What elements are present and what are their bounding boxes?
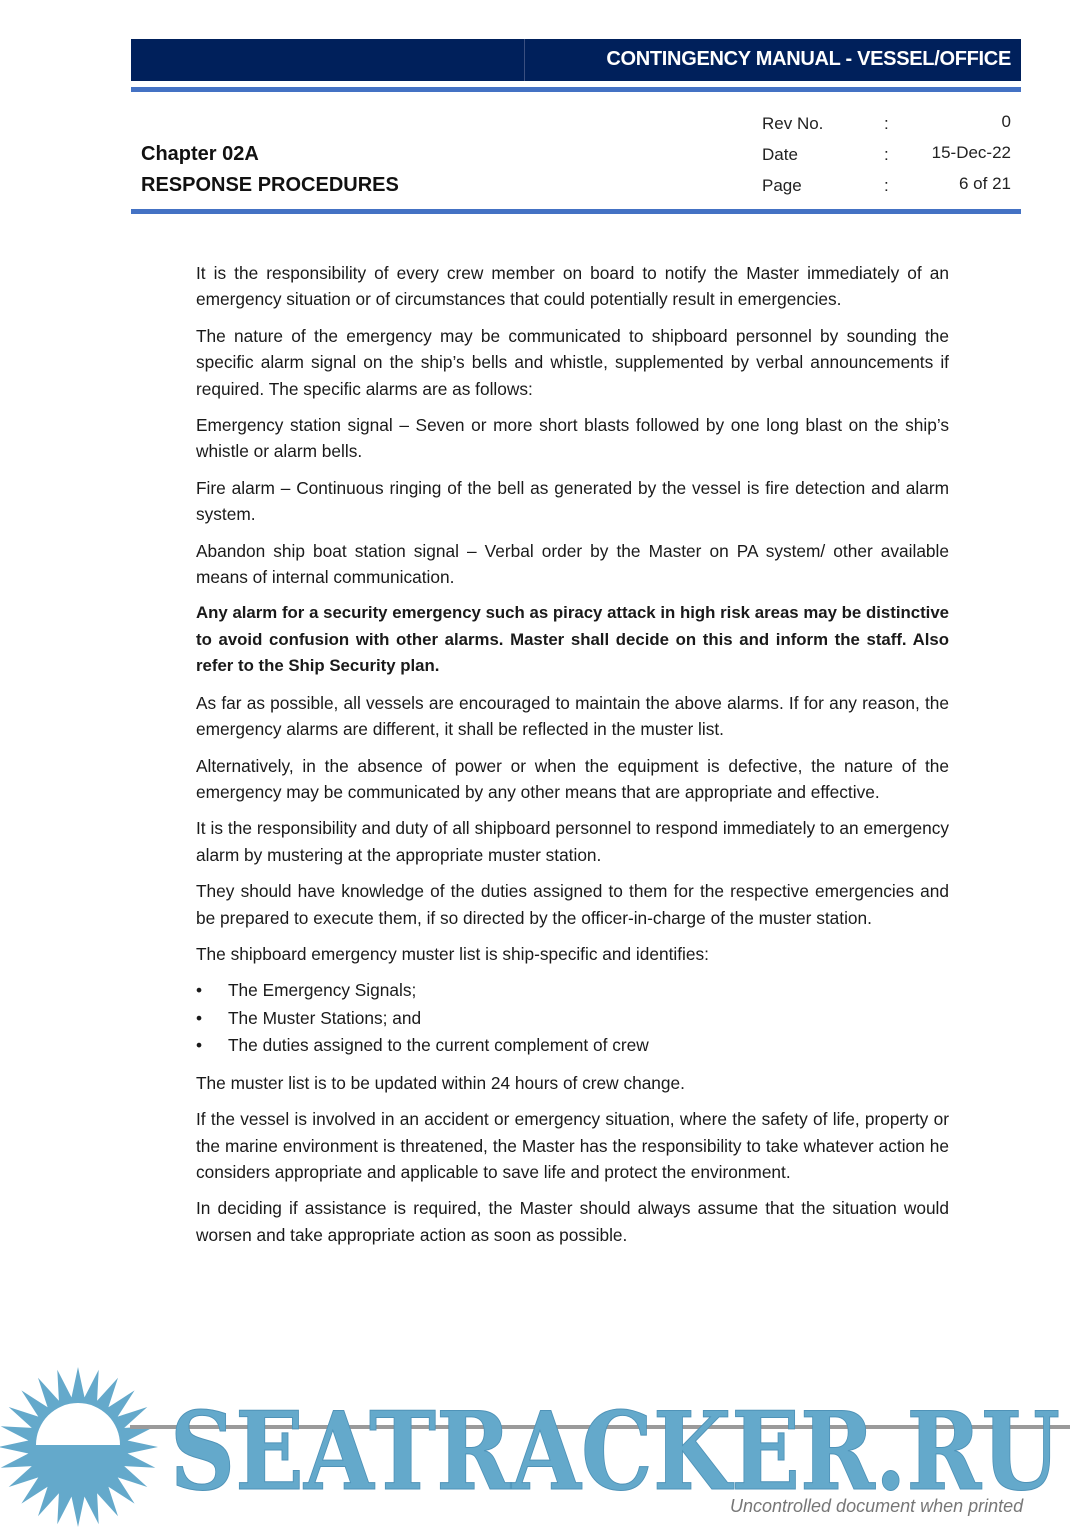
paragraph: Alternatively, in the absence of power or when the equipment is defective, the nature of the emergency may be communicated by any other means that are appropriate and effective. — [196, 755, 949, 802]
paragraph: It is the responsibility of every crew member on board to notify the Master immediately of an emergency situation or of circumstances that could potentially result in emergencies. — [196, 263, 949, 310]
page-sep: : — [884, 176, 889, 195]
list-item — [196, 1005, 949, 1033]
header-rule-bottom — [131, 209, 1021, 214]
manual-title: CONTINGENCY MANUAL - VESSEL/OFFICE — [606, 48, 1011, 70]
watermark-logo-text: SEATRACKER.RU — [170, 1389, 1060, 1515]
bullet-list — [196, 977, 949, 1060]
sun-rays — [0, 1367, 158, 1527]
date-sep: : — [884, 145, 889, 164]
paragraph: As far as possible, all vessels are encouraged to maintain the above alarms. If for any reason, the emergency alarms are different, it shall be reflected in the muster list. — [196, 692, 949, 740]
bullet-icon: • — [196, 980, 203, 1001]
header-band — [131, 39, 1021, 81]
paragraph: If the vessel is involved in an accident or emergency situation, where the safety of life, property or the marine environment is threatened, the Master has the responsibility to take whatever action he considers appropriate and applicable to save life and protect the environment. — [196, 1109, 949, 1183]
paragraph: It is the responsibility and duty of all shipboard personnel to respond immediately to an emergency alarm by mustering at the appropriate muster station. — [196, 818, 949, 865]
chapter-title: RESPONSE PROCEDURES — [141, 174, 399, 196]
paragraph: The nature of the emergency may be communicated to shipboard personnel by sounding the specific alarm signal on the ship’s bells and whistle, supplemented by verbal announcements if required. The specific alarms are as follows: — [196, 325, 949, 399]
list-item — [196, 1032, 949, 1060]
page-value: 6 of 21 — [959, 174, 1011, 193]
header-divider — [524, 39, 525, 81]
paragraph: The shipboard emergency muster list is ship-specific and identifies: — [196, 943, 709, 964]
rev-value: 0 — [1001, 112, 1011, 131]
paragraph: In deciding if assistance is required, the Master should always assume that the situation would worsen and take appropriate action as soon as possible. — [196, 1198, 949, 1245]
page-label: Page — [762, 176, 802, 195]
rev-sep: : — [884, 114, 889, 133]
bullet-icon: • — [196, 1035, 203, 1056]
rev-label: Rev No. — [762, 114, 824, 133]
uncontrolled-notice: Uncontrolled document when printed — [730, 1496, 1024, 1516]
document-body — [196, 260, 949, 1258]
bullet-icon: • — [196, 1007, 203, 1028]
paragraph: Abandon ship boat station signal – Verbal order by the Master on PA system/ other available means of internal communication. — [196, 540, 949, 588]
date-label: Date — [762, 145, 798, 164]
paragraph: The muster list is to be updated within 24 hours of crew change. — [196, 1072, 685, 1093]
date-value: 15-Dec-22 — [931, 143, 1011, 162]
paragraph-bold: Any alarm for a security emergency such as piracy attack in high risk areas may be distinctive to avoid confusion with other alarms. Master shall decide on this and inform the staff. Also refer to the Ship Security plan. — [196, 603, 949, 676]
list-item-text: The Muster Stations; and — [228, 1007, 422, 1028]
sun-icon — [0, 1367, 158, 1527]
header-rule-top — [131, 87, 1021, 92]
chapter-number: Chapter 02A — [141, 143, 259, 165]
list-item — [196, 977, 949, 1005]
paragraph: Fire alarm – Continuous ringing of the bell as generated by the vessel is fire detection and alarm system. — [196, 477, 949, 525]
list-item-text: The duties assigned to the current complement of crew — [228, 1035, 649, 1056]
paragraph: They should have knowledge of the duties assigned to them for the respective emergencies and be prepared to execute them, if so directed by the officer-in-charge of the muster station. — [196, 881, 949, 928]
paragraph: Emergency station signal – Seven or more short blasts followed by one long blast on the ship’s whistle or alarm bells. — [196, 415, 949, 462]
list-item-text: The Emergency Signals; — [228, 980, 417, 1001]
